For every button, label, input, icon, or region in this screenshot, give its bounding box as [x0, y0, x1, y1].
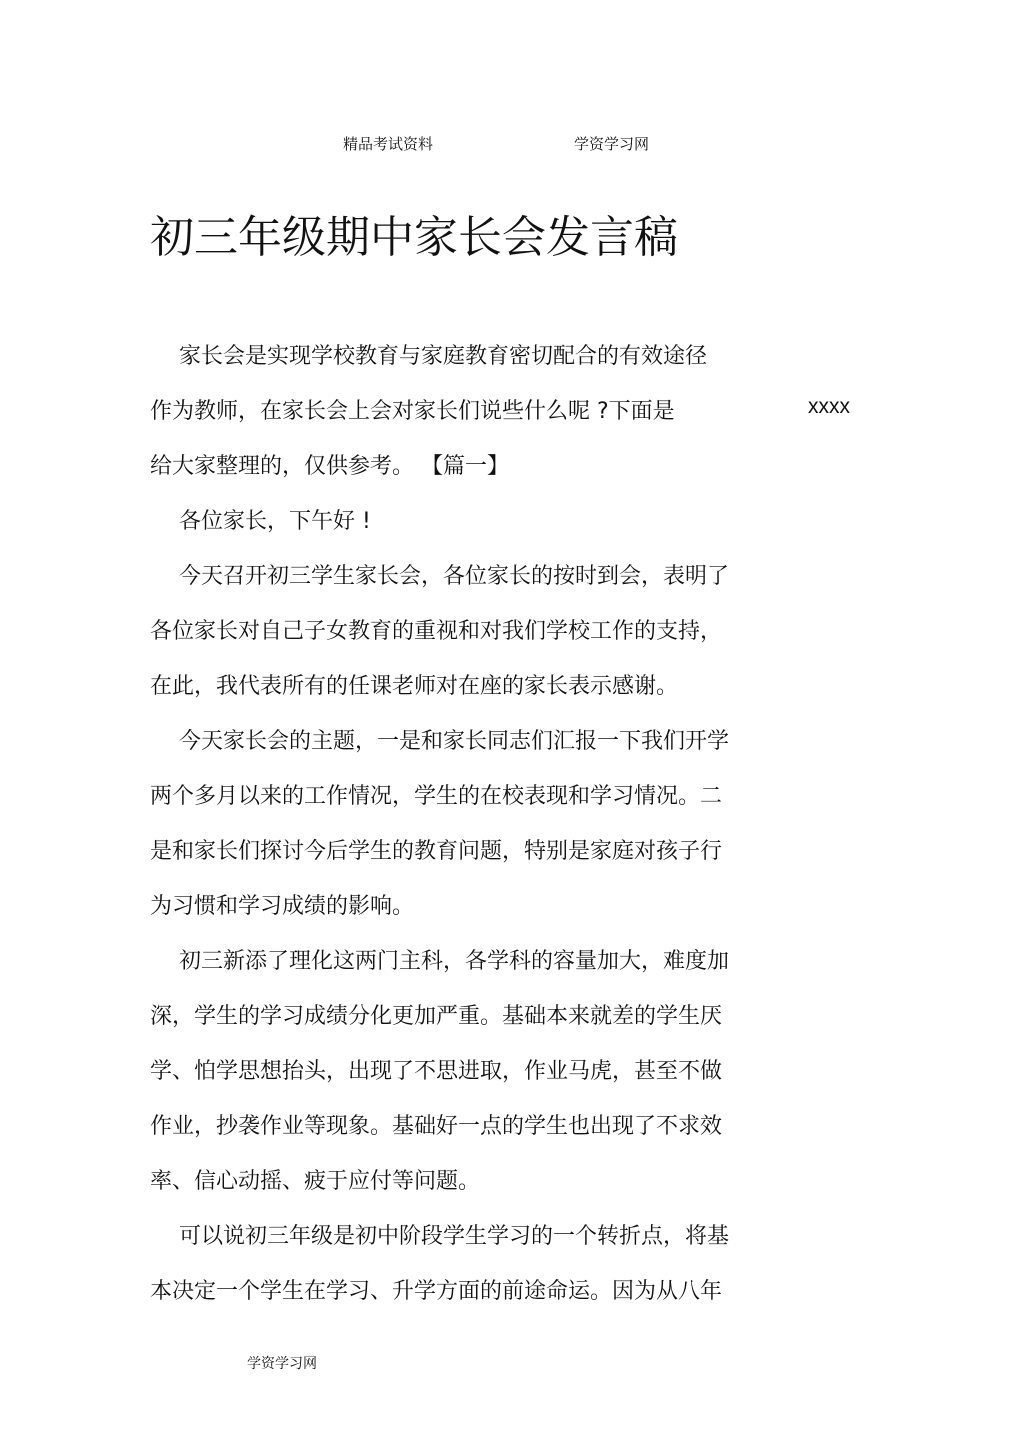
header-left-text: 精品考试资料: [343, 135, 434, 153]
body-line: 作业，抄袭作业等现象。基础好一点的学生也出现了不求效: [150, 1114, 723, 1139]
body-line: 给大家整理的，仅供参考。 【篇一】: [150, 454, 509, 479]
body-line: 各位家长对自己子女教育的重视和对我们学校工作的支持，: [150, 619, 723, 644]
body-line: 学、怕学思想抬头，出现了不思进取，作业马虎，甚至不做: [150, 1059, 723, 1084]
body-line: 今天召开初三学生家长会，各位家长的按时到会，表明了: [179, 564, 730, 589]
body-line: 家长会是实现学校教育与家庭教育密切配合的有效途径: [179, 344, 708, 369]
footer-text: 学资学习网: [247, 1356, 317, 1372]
document-title: 初三年级期中家长会发言稿: [150, 212, 678, 263]
body-line: 为习惯和学习成绩的影响。: [150, 894, 415, 919]
body-line: 两个多月以来的工作情况，学生的在校表现和学习情况。二: [150, 784, 723, 809]
header-right-text: 学资学习网: [574, 135, 650, 153]
body-line: 作为教师，在家长会上会对家长们说些什么呢 ?下面是: [150, 399, 675, 424]
document-body: [150, 329, 790, 1319]
body-line: 各位家长，下午好 !: [179, 509, 371, 534]
body-line: 可以说初三年级是初中阶段学生学习的一个转折点，将基: [179, 1224, 730, 1249]
body-line: 深，学生的学习成绩分化更加严重。基础本来就差的学生厌: [150, 1004, 723, 1029]
body-line: 率、信心动摇、疲于应付等问题。: [150, 1169, 481, 1194]
placeholder-name: xxxx: [808, 395, 850, 418]
body-line: 是和家长们探讨今后学生的教育问题，特别是家庭对孩子行: [150, 839, 723, 864]
body-line: 本决定一个学生在学习、升学方面的前途命运。因为从八年: [150, 1279, 723, 1304]
body-line: 今天家长会的主题，一是和家长同志们汇报一下我们开学: [179, 729, 730, 754]
body-line: 初三新添了理化这两门主科，各学科的容量加大，难度加: [179, 949, 730, 974]
body-line: 在此，我代表所有的任课老师对在座的家长表示感谢。: [150, 674, 679, 699]
